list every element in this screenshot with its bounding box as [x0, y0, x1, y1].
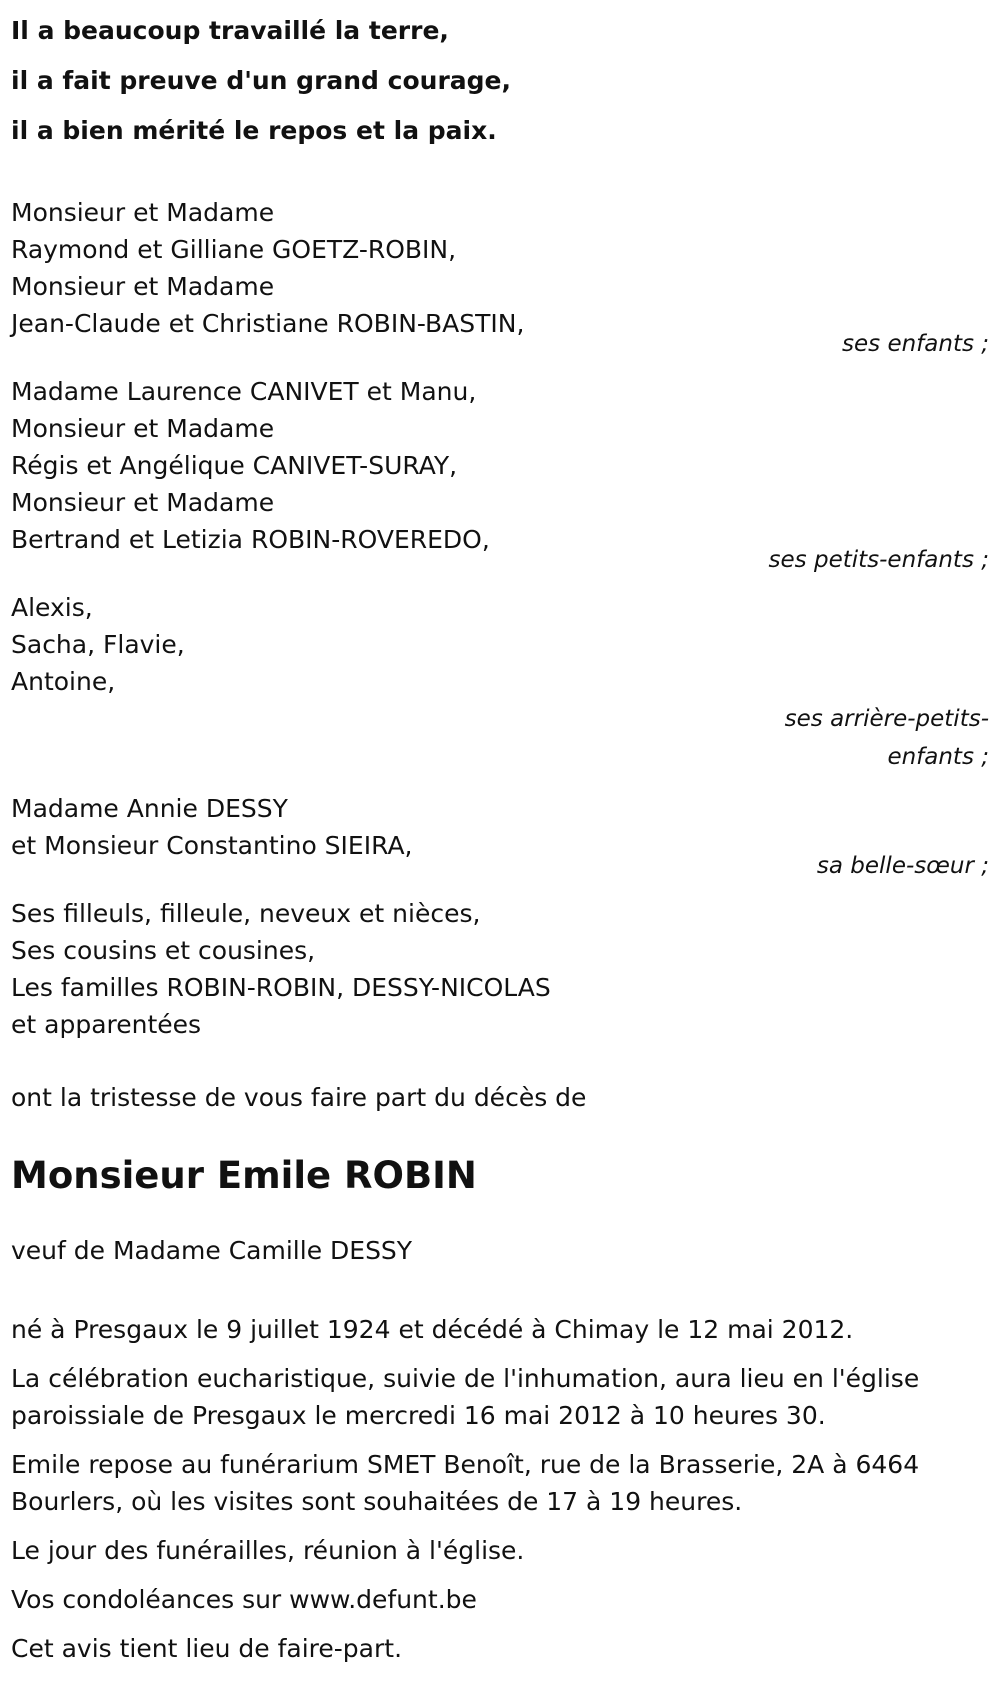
- family-group-great-grandchildren: [11, 589, 989, 776]
- family-line: Antoine,: [11, 667, 116, 696]
- relation-label: ses enfants ;: [842, 331, 989, 357]
- epigraph-line: il a bien mérité le repos et la paix.: [11, 116, 497, 145]
- widower-of: veuf de Madame Camille DESSY: [11, 1236, 413, 1265]
- notice-info: Cet avis tient lieu de faire-part.: [11, 1634, 403, 1663]
- birth-death-info: né à Presgaux le 9 juillet 1924 et décédé à Chimay le 12 mai 2012.: [11, 1315, 854, 1344]
- family-line: Régis et Angélique CANIVET-SURAY,: [11, 451, 458, 480]
- condolences-info: Vos condoléances sur www.defunt.be: [11, 1585, 477, 1614]
- epigraph-line: il a fait preuve d'un grand courage,: [11, 66, 511, 95]
- family-line: Alexis,: [11, 593, 93, 622]
- family-line: Raymond et Gilliane GOETZ-ROBIN,: [11, 235, 457, 264]
- family-line: Monsieur et Madame: [11, 488, 275, 517]
- funeral-details: [11, 1311, 989, 1667]
- relation-label-line: ses arrière-petits-: [784, 706, 989, 732]
- relation-label: [749, 700, 989, 776]
- family-line: Les familles ROBIN-ROBIN, DESSY-NICOLAS: [11, 973, 551, 1002]
- family-line: Monsieur et Madame: [11, 414, 275, 443]
- ceremony-info: La célébration eucharistique, suivie de l'inhumation, aura lieu en l'église paroissiale de Presgaux le mercredi 16 mai 2012 à 10 heures 30.: [11, 1364, 920, 1430]
- family-line: Jean-Claude et Christiane ROBIN-BASTIN,: [11, 309, 525, 338]
- family-line: Ses filleuls, filleule, neveux et nièces,: [11, 899, 481, 928]
- family-line: Monsieur et Madame: [11, 272, 275, 301]
- epigraph: [11, 0, 989, 156]
- deceased-name: Monsieur Emile ROBIN: [11, 1154, 477, 1197]
- relation-label-line: enfants ;: [887, 744, 989, 770]
- family-line: et apparentées: [11, 1010, 202, 1039]
- family-line: Sacha, Flavie,: [11, 630, 185, 659]
- relation-label: sa belle-sœur ;: [816, 853, 989, 879]
- meeting-info: Le jour des funérailles, réunion à l'église.: [11, 1536, 525, 1565]
- family-line: Ses cousins et cousines,: [11, 936, 316, 965]
- family-line: Bertrand et Letizia ROBIN-ROVEREDO,: [11, 525, 490, 554]
- relation-label: ses petits-enfants ;: [768, 547, 989, 573]
- family-list: [11, 194, 989, 1043]
- family-line: Monsieur et Madame: [11, 198, 275, 227]
- family-line: Madame Annie DESSY: [11, 794, 288, 823]
- family-line: Madame Laurence CANIVET et Manu,: [11, 377, 477, 406]
- family-group-children: [11, 194, 989, 363]
- family-line: et Monsieur Constantino SIEIRA,: [11, 831, 413, 860]
- family-group-grandchildren: [11, 373, 989, 579]
- funeral-home-info: Emile repose au funérarium SMET Benoît, rue de la Brasserie, 2A à 6464 Bourlers, où les visites sont souhaitées de 17 à 19 heures.: [11, 1450, 920, 1516]
- announcement-text: ont la tristesse de vous faire part du décès de: [11, 1083, 587, 1112]
- family-group-extended: [11, 895, 989, 1043]
- epigraph-line: Il a beaucoup travaillé la terre,: [11, 16, 449, 45]
- family-group-sister-in-law: [11, 790, 989, 885]
